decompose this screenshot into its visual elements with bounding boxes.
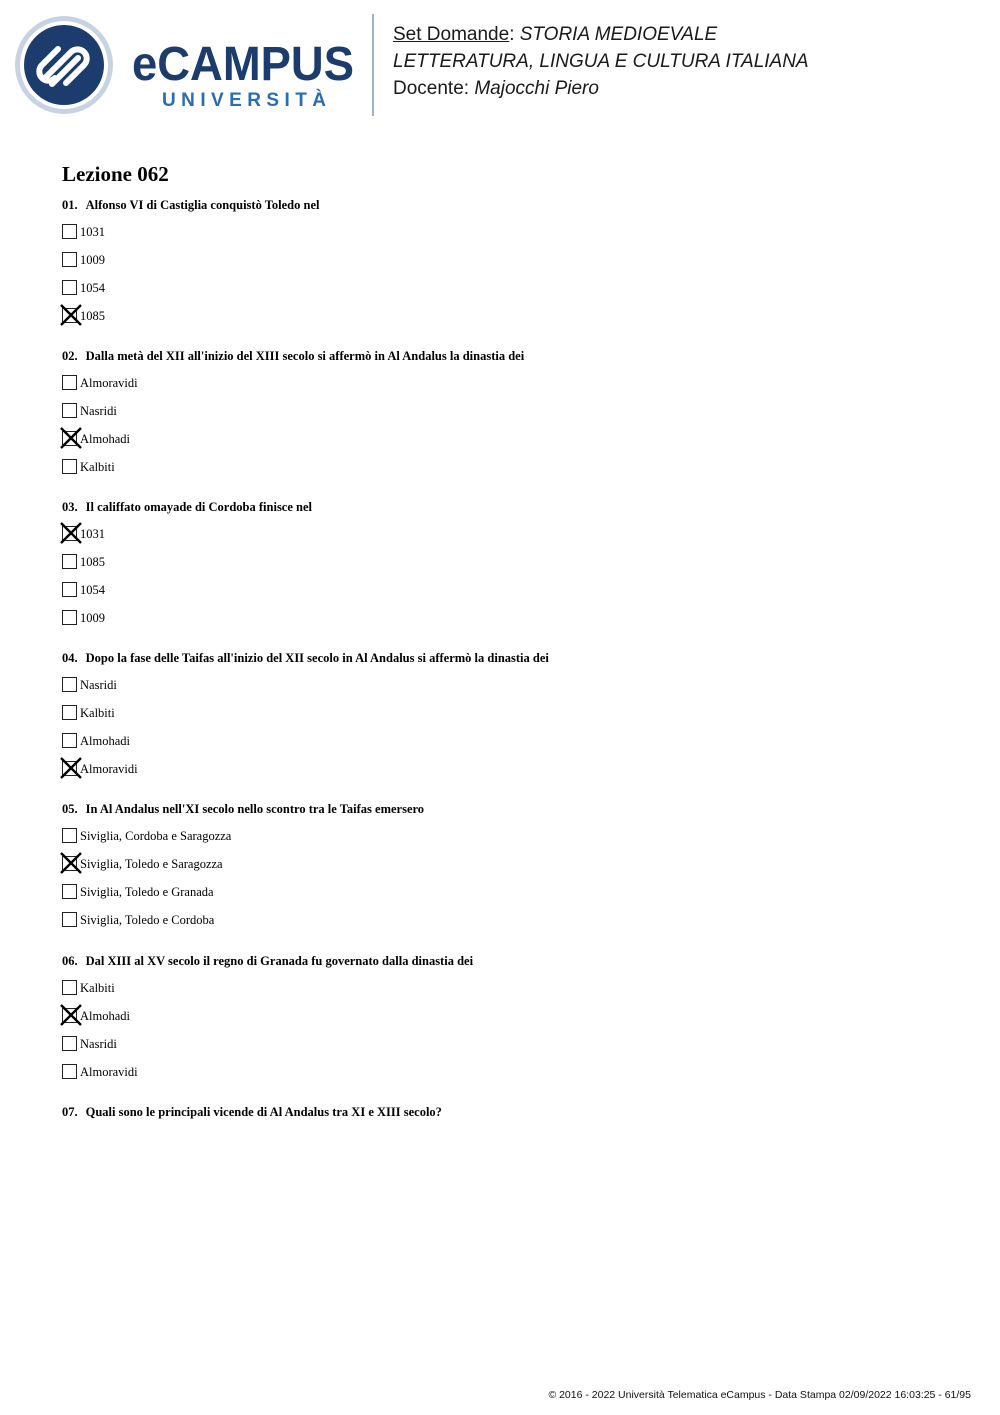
answer-text: Almoravidi	[80, 1065, 138, 1079]
answer-text: Nasridi	[80, 678, 117, 692]
checkbox-checked[interactable]	[62, 526, 77, 541]
question-number: 01.	[62, 198, 78, 212]
lesson-title: Lezione 062	[62, 162, 169, 186]
teacher-label: Docente:	[393, 78, 470, 99]
question-prompt: Dalla metà del XII all'inizio del XIII secolo si affermò in Al Andalus la dinastia dei	[85, 349, 525, 363]
checkbox[interactable]	[62, 252, 77, 267]
checkbox[interactable]	[62, 828, 77, 843]
ecampus-logo	[14, 14, 359, 118]
page-header	[0, 0, 1000, 130]
header-divider	[372, 14, 374, 116]
set-label: Set Domande	[393, 24, 510, 45]
checkbox[interactable]	[62, 1036, 77, 1051]
logo-wordmark: eCAMPUS	[132, 38, 354, 91]
question-text	[62, 953, 962, 969]
set-info	[393, 21, 809, 102]
question-text	[62, 348, 962, 364]
question-text	[62, 197, 962, 213]
answer-text: Kalbiti	[80, 460, 115, 474]
question-prompt: Alfonso VI di Castiglia conquistò Toledo nel	[85, 198, 320, 212]
answer-text: Almoravidi	[80, 762, 138, 776]
question-text	[62, 499, 962, 515]
question	[62, 650, 962, 776]
course-title-1: STORIA MEDIOEVALE	[519, 24, 718, 45]
question-number: 05.	[62, 802, 78, 816]
question-number: 02.	[62, 349, 78, 363]
checkbox[interactable]	[62, 554, 77, 569]
checkbox[interactable]	[62, 610, 77, 625]
question	[62, 801, 962, 927]
question-number: 03.	[62, 500, 78, 514]
answer-text: 1009	[80, 253, 105, 267]
checkbox[interactable]	[62, 912, 77, 927]
checkbox[interactable]	[62, 980, 77, 995]
page-footer: © 2016 - 2022 Università Telematica eCampus - Data Stampa 02/09/2022 16:03:25 - 61/95	[548, 1389, 971, 1401]
checkbox[interactable]	[62, 677, 77, 692]
answer-text: 1009	[80, 611, 105, 625]
teacher-name: Majocchi Piero	[474, 78, 599, 99]
answer-text: Nasridi	[80, 404, 117, 418]
question	[62, 348, 962, 474]
checkbox[interactable]	[62, 884, 77, 899]
answer-text: Almohadi	[80, 1009, 130, 1023]
checkbox[interactable]	[62, 375, 77, 390]
answer-text: 1054	[80, 583, 105, 597]
set-course-line-2	[393, 48, 809, 75]
question-prompt: In Al Andalus nell'XI secolo nello scontro tra le Taifas emersero	[85, 802, 425, 816]
checkbox-checked[interactable]	[62, 308, 77, 323]
checkbox-checked[interactable]	[62, 761, 77, 776]
question-prompt: Dopo la fase delle Taifas all'inizio del XII secolo in Al Andalus si affermò la dinastia dei	[85, 651, 549, 665]
answer-text: Almohadi	[80, 734, 130, 748]
checkbox[interactable]	[62, 280, 77, 295]
question-text	[62, 801, 962, 817]
checkbox[interactable]	[62, 705, 77, 720]
checkbox[interactable]	[62, 224, 77, 239]
checkbox[interactable]	[62, 582, 77, 597]
question	[62, 197, 962, 323]
question-number: 04.	[62, 651, 78, 665]
answer-text: Siviglia, Toledo e Cordoba	[80, 913, 215, 927]
answer-text: 1054	[80, 281, 105, 295]
logo-subtitle: UNIVERSITÀ	[162, 90, 326, 111]
question-text	[62, 650, 962, 666]
set-course-line-1: Set Domande: STORIA MEDIOEVALE	[393, 24, 718, 45]
checkbox[interactable]	[62, 733, 77, 748]
question-text	[62, 1104, 962, 1120]
answer-text: 1085	[80, 555, 105, 569]
answer-text: Almoravidi	[80, 376, 138, 390]
question-prompt: Quali sono le principali vicende di Al Andalus tra XI e XIII secolo?	[85, 1105, 442, 1119]
question	[62, 499, 962, 625]
checkbox-checked[interactable]	[62, 856, 77, 871]
checkbox-checked[interactable]	[62, 431, 77, 446]
question	[62, 1104, 962, 1120]
answer-text: Siviglia, Toledo e Saragozza	[80, 857, 223, 871]
answer-text: Siviglia, Toledo e Granada	[80, 885, 214, 899]
teacher-line	[393, 75, 809, 102]
question-number: 06.	[62, 954, 78, 968]
course-title-2: LETTERATURA, LINGUA E CULTURA ITALIANA	[393, 51, 809, 72]
checkbox[interactable]	[62, 459, 77, 474]
checkbox-checked[interactable]	[62, 1008, 77, 1023]
logo-seal-inner	[24, 25, 104, 105]
answer-text: Almohadi	[80, 432, 130, 446]
answer-text: Kalbiti	[80, 706, 115, 720]
answer-text: 1031	[80, 527, 105, 541]
question-number: 07.	[62, 1105, 78, 1119]
answer-text: 1031	[80, 225, 105, 239]
question	[62, 953, 962, 1079]
question-prompt: Il califfato omayade di Cordoba finisce nel	[85, 500, 313, 514]
checkbox[interactable]	[62, 1064, 77, 1079]
answer-text: Kalbiti	[80, 981, 115, 995]
answer-text: 1085	[80, 309, 105, 323]
checkbox[interactable]	[62, 403, 77, 418]
answer-text: Nasridi	[80, 1037, 117, 1051]
answer-text: Siviglia, Cordoba e Saragozza	[80, 829, 232, 843]
question-prompt: Dal XIII al XV secolo il regno di Granada fu governato dalla dinastia dei	[85, 954, 474, 968]
